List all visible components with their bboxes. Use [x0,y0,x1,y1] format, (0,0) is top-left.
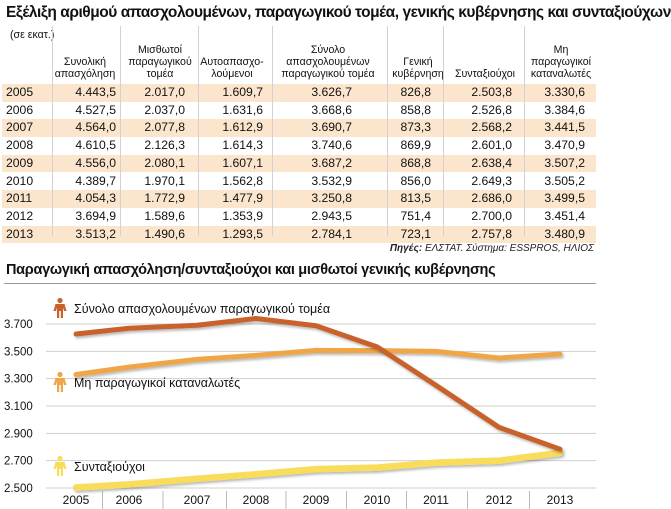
column-header-line: Αυτοαπασχο- [200,56,264,68]
source-note [390,243,594,254]
column-header-line: απασχόληση [54,68,116,80]
column-separator [387,26,388,236]
table-cell: 3.470,9 [544,138,585,153]
chart-title: Παραγωγική απασχόληση/συνταξιούχοι και μισθωτοί γενικής κυβέρνησης [6,262,496,278]
table-cell: 1.970,1 [144,173,185,188]
table-cell: 2.077,8 [144,120,185,135]
table-cell: 4.564,0 [75,120,116,135]
table-cell: 4.610,5 [75,138,116,153]
series-line [76,453,560,488]
row-year: 2009 [6,155,34,170]
table-cell: 3.694,9 [75,208,116,223]
column-header-line: καταναλωτές [530,68,592,80]
table-cell: 856,0 [400,173,431,188]
table-cell: 3.668,6 [311,102,352,117]
table-cell: 3.480,9 [544,226,585,241]
column-separator [272,26,273,236]
column-header [523,44,599,80]
table-cell: 723,1 [400,226,431,241]
y-tick-label: 2.500 [4,483,33,495]
x-tick-label: 2009 [302,493,330,507]
table-cell: 2.017,0 [144,85,185,99]
table-cell: 3.687,2 [311,155,352,170]
table-cell: 858,8 [400,102,431,117]
legend-label: Μη παραγωγικοί καταναλωτές [74,376,241,390]
table-cell: 1.614,3 [222,138,263,153]
y-tick-label: 3.100 [4,401,33,413]
table-cell: 1.353,9 [222,208,263,223]
table-unit: (σε εκατ.) [10,29,55,41]
column-header-line: απασχολουμένων [286,56,370,68]
column-header-line: παραγωγικού τομέα [281,68,375,80]
series-line [76,350,560,374]
table-cell: 2.784,1 [311,226,352,241]
table-cell: 3.505,2 [544,173,585,188]
table-title: Εξέλιξη αριθμού απασχολουμένων, παραγωγικού τομέα, γενικής κυβέρνησης και συνταξιούχων [6,4,671,21]
table-cell: 3.250,8 [311,191,352,206]
column-header-line: τομέα [146,68,174,80]
table-cell: 2.649,3 [471,173,512,188]
table-cell: 3.330,6 [544,85,585,99]
column-header-line: Συνταξιούχοι [454,68,516,80]
x-tick-label: 2012 [485,493,513,507]
row-year: 2012 [6,208,34,223]
x-tick-label: 2008 [242,493,270,507]
person-icon-head [57,298,62,303]
person-icon-head [57,372,62,377]
column-header-line: Σύνολο [310,44,346,56]
table-cell: 2.757,8 [471,226,512,241]
column-separator [198,26,199,236]
table-cell: 1.589,6 [144,208,185,223]
column-header-line: Μισθωτοί [137,44,182,56]
y-tick-label: 3.300 [4,373,33,386]
chart-series [76,318,560,487]
table-cell: 4.054,3 [75,191,116,206]
table-cell: 3.384,6 [544,102,585,117]
person-icon [54,372,67,392]
table-cell: 1.293,5 [222,226,263,241]
chart-title-rule [4,283,596,284]
table-cell: 1.631,6 [222,102,263,117]
table-cell: 2.503,8 [471,85,512,99]
table-cell: 2.638,4 [471,155,512,170]
row-year: 2008 [6,138,34,153]
table-cell: 1.490,6 [144,226,185,241]
column-header [193,56,271,80]
chart-labels [4,298,574,507]
y-tick-label: 2.900 [4,428,33,441]
source-text: ΕΛΣΤΑΤ. Σύστημα: ESSPROS, ΗΛΙΟΣ [424,243,594,254]
column-separator [52,26,53,236]
table-cell: 2.686,0 [471,191,512,206]
row-year: 2010 [6,173,34,188]
x-tick-label: 2013 [546,493,574,507]
table-cell: 2.526,8 [471,102,512,117]
y-tick-label: 3.700 [4,319,33,331]
column-header [388,56,448,80]
table-cell: 869,9 [400,138,431,153]
person-icon [54,298,67,318]
table-cell: 3.740,6 [311,138,352,153]
table-cell: 2.568,2 [471,120,512,135]
column-header-line: λούμενοι [211,68,253,80]
table-cell: 3.451,4 [544,208,585,223]
table-cell: 4.443,5 [75,85,116,99]
table-cell: 868,8 [400,155,431,170]
column-header-line: παραγωγικού [128,56,192,68]
y-tick-label: 3.500 [4,346,33,359]
table-cell: 3.499,5 [544,191,585,206]
table-cell: 751,4 [400,208,431,223]
table-cell: 3.513,2 [75,226,116,241]
table-cell: 1.607,1 [222,155,263,170]
person-icon-body [54,462,67,476]
column-separator [524,26,525,236]
table-cell: 3.507,2 [544,155,585,170]
table-cell: 2.601,0 [471,138,512,153]
column-header-line: Μη [553,44,569,56]
person-icon-body [54,378,67,392]
table-cell: 2.126,3 [144,138,185,153]
column-header [45,56,125,80]
person-icon [54,456,67,476]
legend-label: Σύνολο απασχολουμένων παραγωγικού τομέα [74,302,331,316]
table-cell: 1.612,9 [222,120,263,135]
table-cell: 4.556,0 [75,155,116,170]
column-header-line: παραγωγικοί [530,56,592,68]
line-chart [0,285,600,509]
column-separator [443,26,444,236]
column-header-line: Συνολική [63,56,107,68]
table-cell: 1.772,9 [144,191,185,206]
table-cell: 3.532,9 [311,173,352,188]
row-year: 2007 [6,120,34,135]
source-label: Πηγές: [389,243,423,254]
person-icon-head [57,456,62,461]
table-cell: 3.690,7 [311,120,352,135]
column-header [269,44,387,80]
table-cell: 3.441,5 [544,120,585,135]
x-tick-label: 2007 [183,493,211,507]
table-cell: 1.562,8 [222,173,263,188]
table-cell: 2.037,0 [144,102,185,117]
table-cell: 1.477,9 [222,191,263,206]
x-tick-label: 2010 [363,493,391,507]
row-year: 2013 [6,226,34,241]
table-cell: 1.609,7 [222,85,263,99]
column-header [124,44,196,80]
row-year: 2006 [6,102,34,117]
table-cell: 2.943,5 [311,208,352,223]
table-cell: 2.080,1 [144,155,185,170]
y-tick-label: 2.700 [4,455,33,468]
x-tick-label: 2006 [115,493,143,507]
table-cell: 4.389,7 [75,173,116,188]
table-cell: 813,5 [400,191,431,206]
table-cell: 4.527,5 [75,102,116,117]
column-header [445,68,525,80]
legend-label: Συνταξιούχοι [74,460,145,474]
person-icon-body [54,304,67,318]
row-year: 2005 [6,85,34,99]
column-separator [120,26,121,236]
table-cell: 2.700,0 [471,208,512,223]
row-year: 2011 [6,191,33,206]
column-header-line: Γενική [403,56,433,68]
table-cell: 873,3 [400,120,431,135]
column-header-line: κυβέρνηση [392,68,444,80]
table-cell: 826,8 [400,85,431,99]
x-tick-label: 2005 [62,493,90,507]
table-cell: 3.626,7 [311,85,352,99]
x-tick-label: 2011 [423,493,449,507]
